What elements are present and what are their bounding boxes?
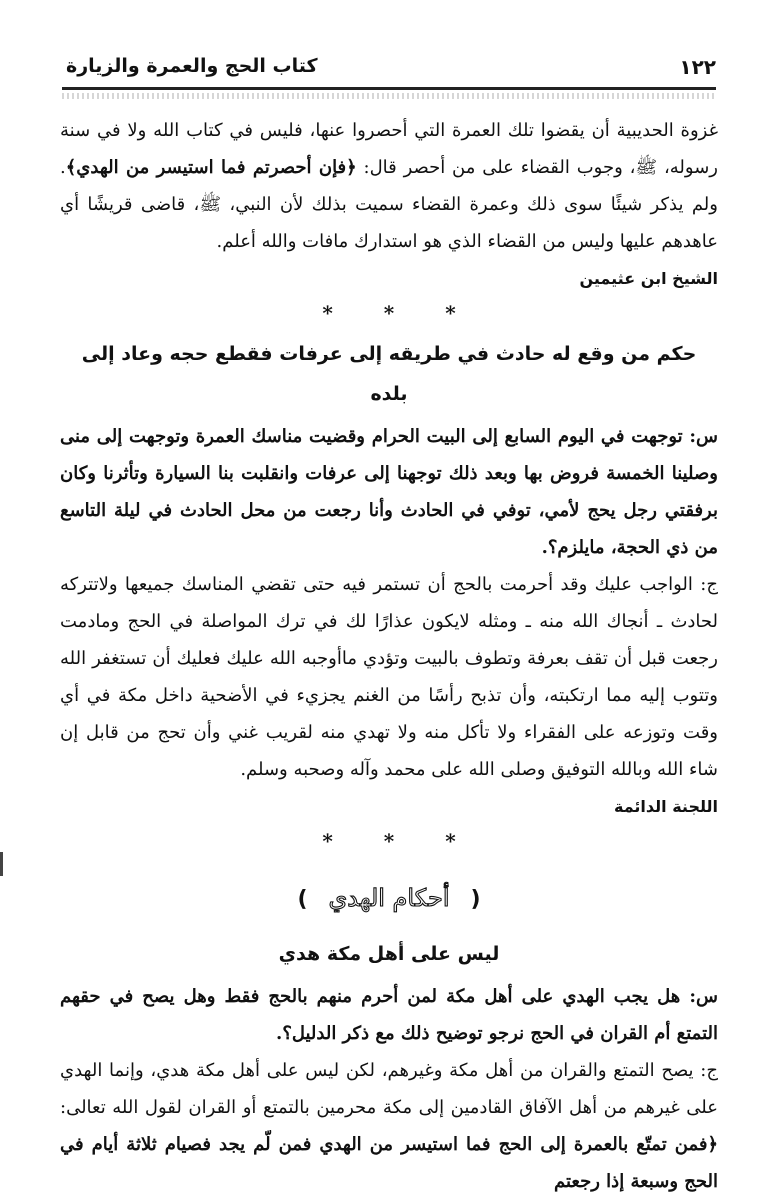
chapter-title: أحكام الهدي <box>328 884 450 912</box>
header-rule <box>62 87 716 90</box>
section-separator: * * * <box>322 829 478 853</box>
paragraph-hudaybiyah <box>60 112 718 260</box>
section-separator: * * * <box>322 301 478 325</box>
running-title: كتاب الحج والعمرة والزيارة <box>66 55 318 77</box>
answer-makkah <box>60 1052 718 1200</box>
signature-ibn-uthaymeen: الشيخ ابن عثيمين <box>579 269 718 288</box>
paragraph-text: ج: يصح التمتع والقران من أهل مكة وغيرهم، لكن ليس على أهل مكة هدي، وإنما الهدي على غيرهم من أهل الآفاق القادمين إلى مكة محرمين بالتمتع أو القران لقول الله تعالى: <box>60 1060 718 1118</box>
paragraph-text: غزوة الحديبية أن يقضوا تلك العمرة التي أحصروا عنها، فليس في كتاب الله ولا في سنة رسوله، ﷺ، وجوب القضاء على من أحصر قال: <box>60 120 718 178</box>
quran-quote: ﴿فمن تمتّع بالعمرة إلى الحج فما استيسر من الهدي فمن لّم يجد فصيام ثلاثة أيام في الحج وسبعة إذا رجعتم <box>60 1134 718 1192</box>
answer-accident: ج: الواجب عليك وقد أحرمت بالحج أن تستمر فيه حتى تقضي المناسك جميعها ولاتتركه لحادث ـ أنجاك الله منه ـ ومثله لايكون عذارًا لك في ترك المواصلة في الحج ومادمت رجعت قبل أن تقف بعرفة وتطوف بالبيت وتؤدي ماأوجبه الله عليك فعليك أن تستغفر الله وتتوب إليه مما ارتكبته، وأن تذبح رأسًا من الغنم يجزيء في الأضحية داخل مكة في أي وقت وتوزعه على الفقراء ولا تأكل منه ولا تهدي منه لقريب غني وأن تحج من قابل إن شاء الله وبالله التوفيق وصلى الله على محمد وآله وصحبه وسلم. <box>60 574 718 780</box>
quran-quote: ﴿فإن أحصرتم فما استيسر من الهدي﴾ <box>65 157 357 178</box>
page-body <box>60 112 718 1200</box>
page-number: ١٢٢ <box>679 55 716 79</box>
question-accident: س: توجهت في اليوم السابع إلى البيت الحرام وقضيت مناسك العمرة وتوجهت إلى منى وصلينا الخمسة فروض بها وبعد ذلك توجهنا إلى عرفات وانقلبت بنا السيارة وتأثرنا وكان برفقتي رجل يحج لأمي، توفي في الحادث وأنا رجعت من محل الحادث في ليلة التاسع من ذي الحجة، مايلزم؟. <box>60 426 718 558</box>
section-title-makkah: ليس على أهل مكة هدي <box>278 943 500 965</box>
paren-close: ) <box>297 887 308 912</box>
header-rule-shade <box>62 93 716 99</box>
signature-permanent-committee: اللجنة الدائمة <box>613 797 718 816</box>
margin-mark <box>0 852 3 876</box>
page-header <box>66 55 716 87</box>
section-title-accident: حكم من وقع له حادث في طريقه إلى عرفات فقطع حجه وعاد إلى بلده <box>81 343 697 405</box>
paragraph-text: . ولم يذكر شيئًا سوى ذلك وعمرة القضاء سميت بذلك لأن النبي، ﷺ، قاضى قريشًا أي عاهدهم عليها وليس من القضاء الذي هو استدارك مافات والله أعلم. <box>60 157 718 252</box>
paren-open: ( <box>470 887 481 912</box>
chapter-heading <box>60 876 718 922</box>
question-makkah: س: هل يجب الهدي على أهل مكة لمن أحرم منهم بالحج فقط وهل يصح في حقهم التمتع أم القران في الحج نرجو توضيح ذلك مع ذكر الدليل؟. <box>60 986 718 1044</box>
